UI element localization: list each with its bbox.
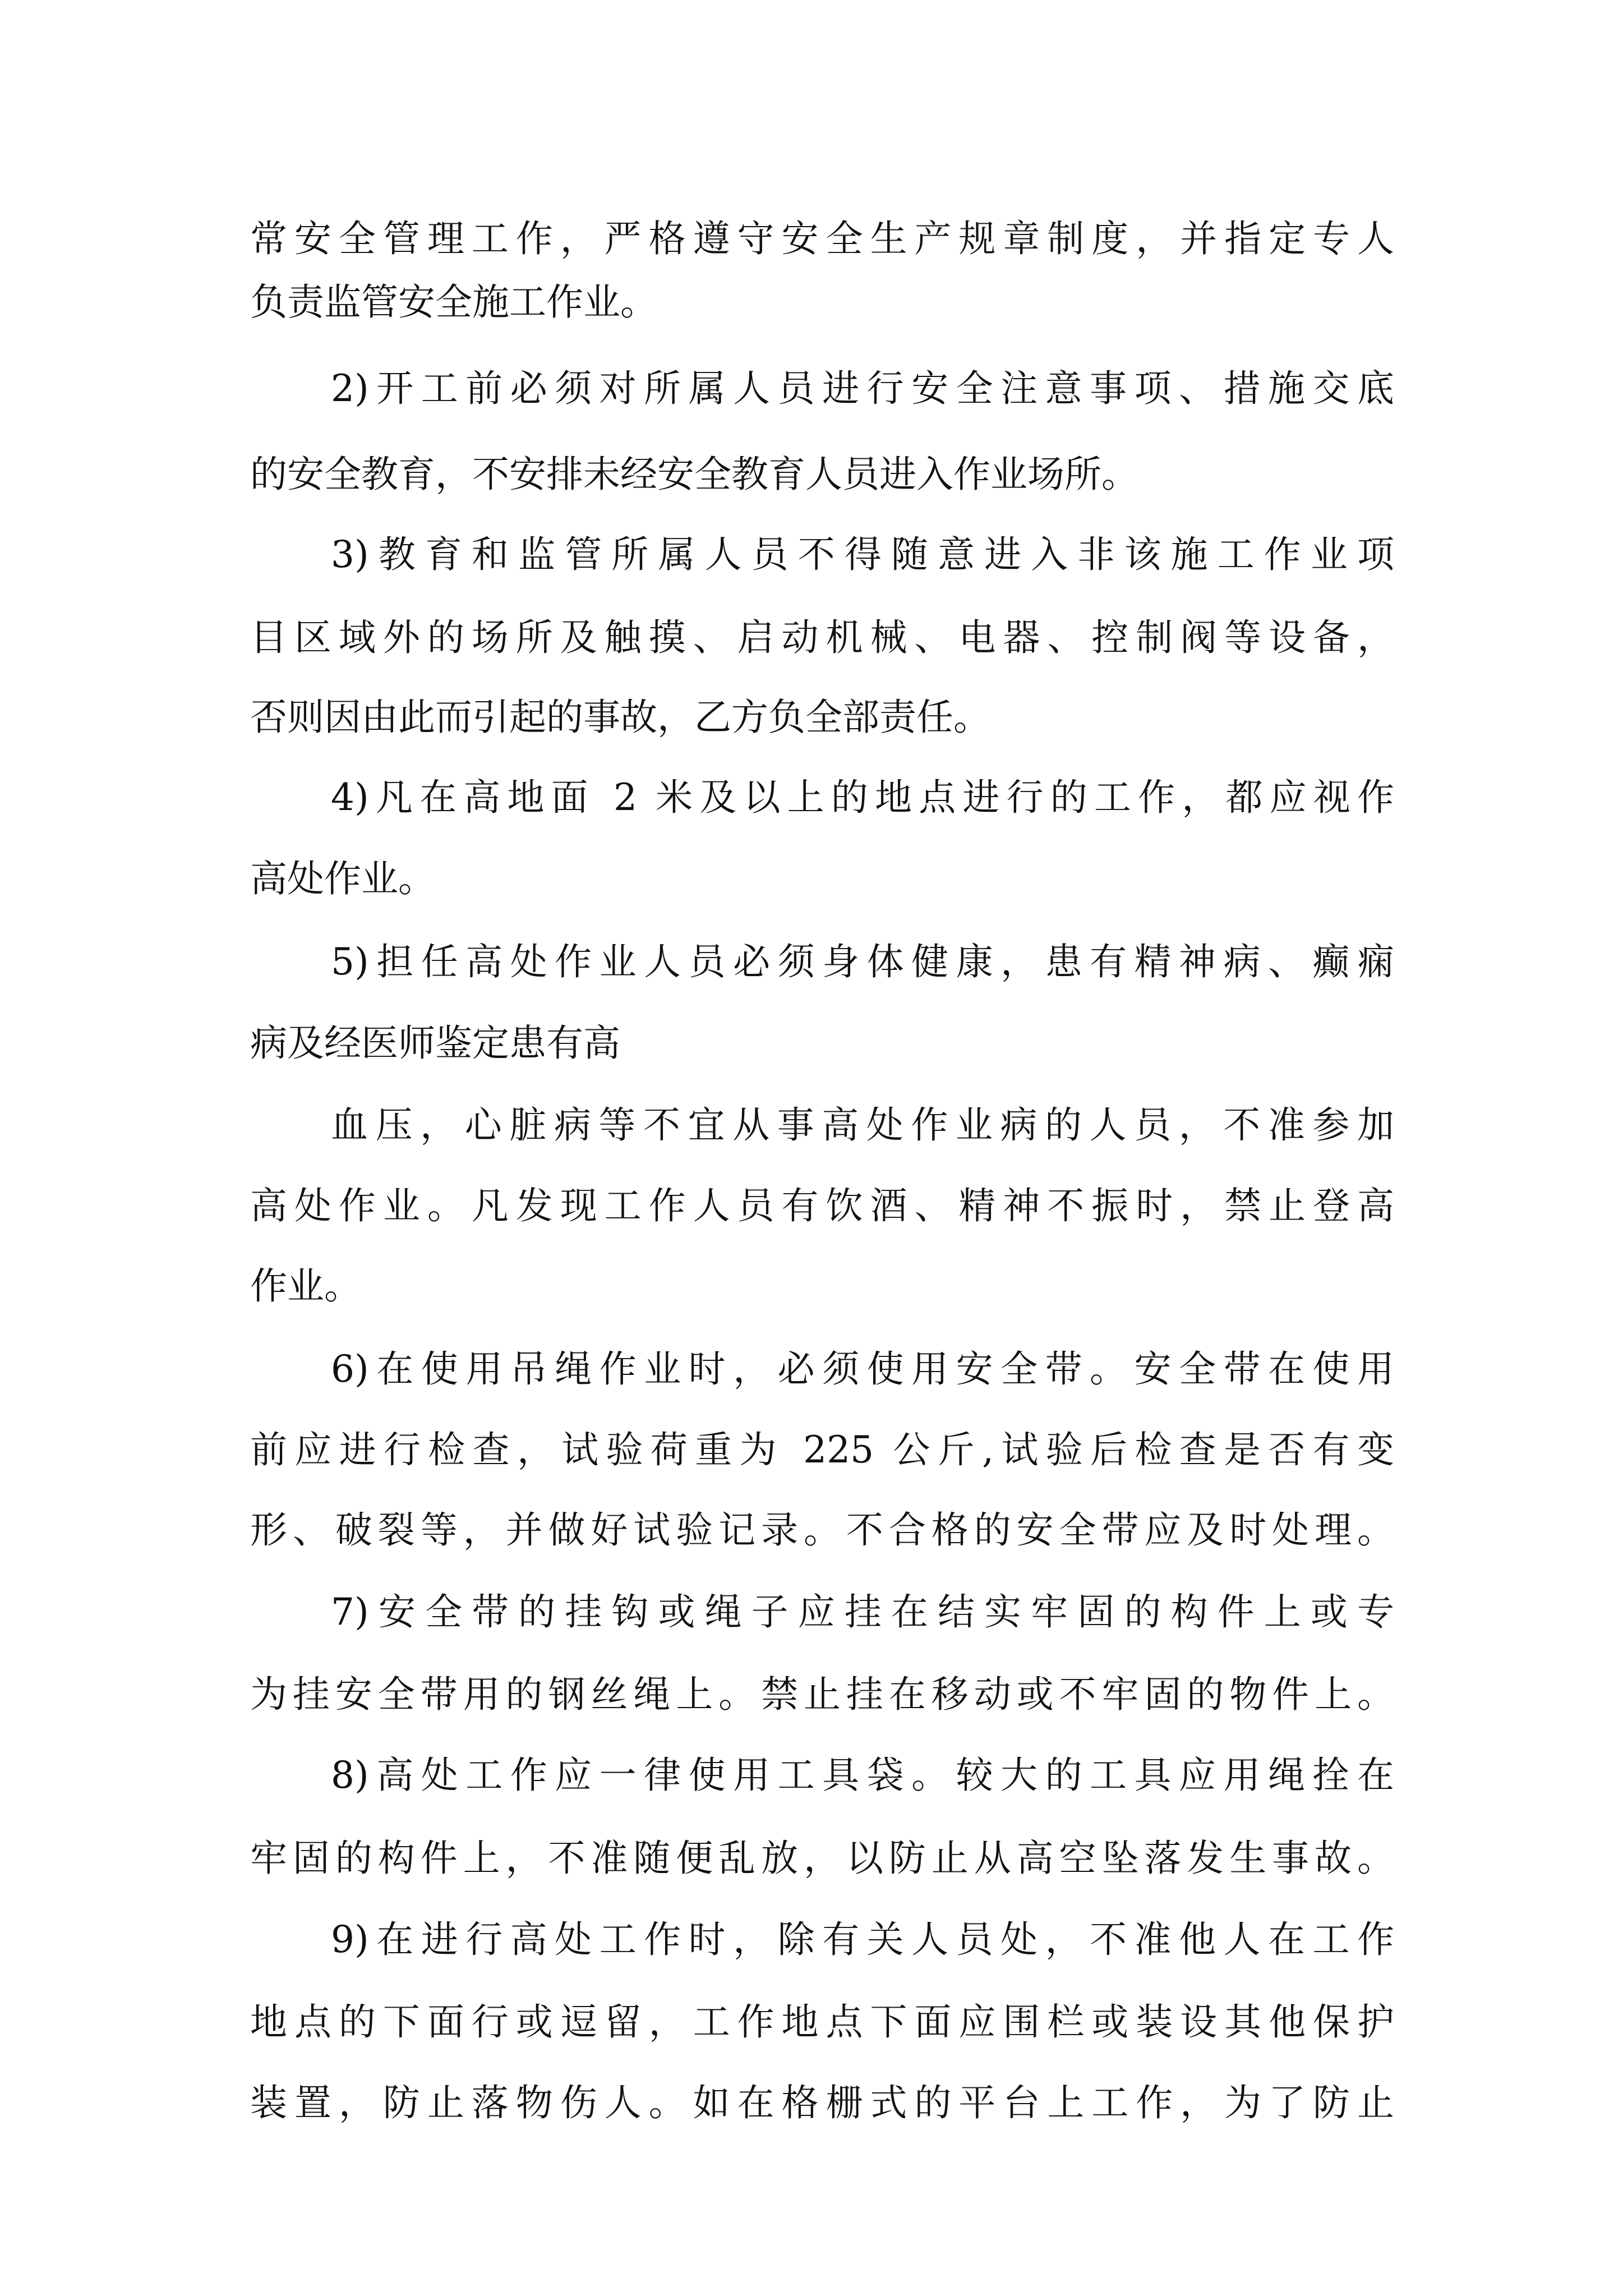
text-line-3: 2)开工前必须对所属人员进行安全注意事项、措施交底 [331,367,1394,410]
text-line-9: 高处作业。 [250,857,435,900]
text-line-19: 为挂安全带用的钢丝绳上。禁止挂在移动或不牢固的物件上。 [250,1673,1394,1716]
text-line-16: 前应进行检查，试验荷重为 225 公斤,试验后检查是否有变 [250,1428,1394,1471]
text-line-14: 作业。 [250,1264,361,1308]
text-line-1: 常安全管理工作，严格遵守安全生产规章制度，并指定专人 [250,217,1394,260]
text-line-20: 8)高处工作应一律使用工具袋。较大的工具应用绳拴在 [331,1754,1394,1797]
text-line-4: 的安全教育，不安排未经安全教育人员进入作业场所。 [250,453,1138,496]
text-line-22: 9)在进行高处工作时，除有关人员处，不准他人在工作 [331,1918,1394,1961]
text-line-18: 7)安全带的挂钩或绳子应挂在结实牢固的构件上或专 [331,1590,1394,1634]
text-line-23: 地点的下面行或逗留，工作地点下面应围栏或装设其他保护 [250,2000,1394,2044]
text-line-5: 3)教育和监管所属人员不得随意进入非该施工作业项 [331,533,1394,576]
text-line-15: 6)在使用吊绳作业时，必须使用安全带。安全带在使用 [331,1347,1394,1391]
text-line-13: 高处作业。凡发现工作人员有饮酒、精神不振时，禁止登高 [250,1184,1394,1227]
text-line-12: 血压，心脏病等不宜从事高处作业病的人员，不准参加 [331,1103,1394,1147]
text-line-7: 否则因由此而引起的事故，乙方负全部责任。 [250,696,990,739]
text-line-24: 装置，防止落物伤人。如在格栅式的平台上工作，为了防止 [250,2081,1394,2124]
text-line-2: 负责监管安全施工作业。 [250,280,657,324]
text-line-17: 形、破裂等，并做好试验记录。不合格的安全带应及时处理。 [250,1508,1394,1552]
text-line-10: 5)担任高处作业人员必须身体健康，患有精神病、癫痫 [331,940,1394,983]
text-line-6: 目区域外的场所及触摸、启动机械、电器、控制阀等设备， [250,616,1394,659]
text-line-8: 4)凡在高地面 2 米及以上的地点进行的工作，都应视作 [331,776,1394,819]
text-line-21: 牢固的构件上，不准随便乱放，以防止从高空坠落发生事故。 [250,1837,1394,1880]
text-line-11: 病及经医师鉴定患有高 [250,1022,620,1065]
